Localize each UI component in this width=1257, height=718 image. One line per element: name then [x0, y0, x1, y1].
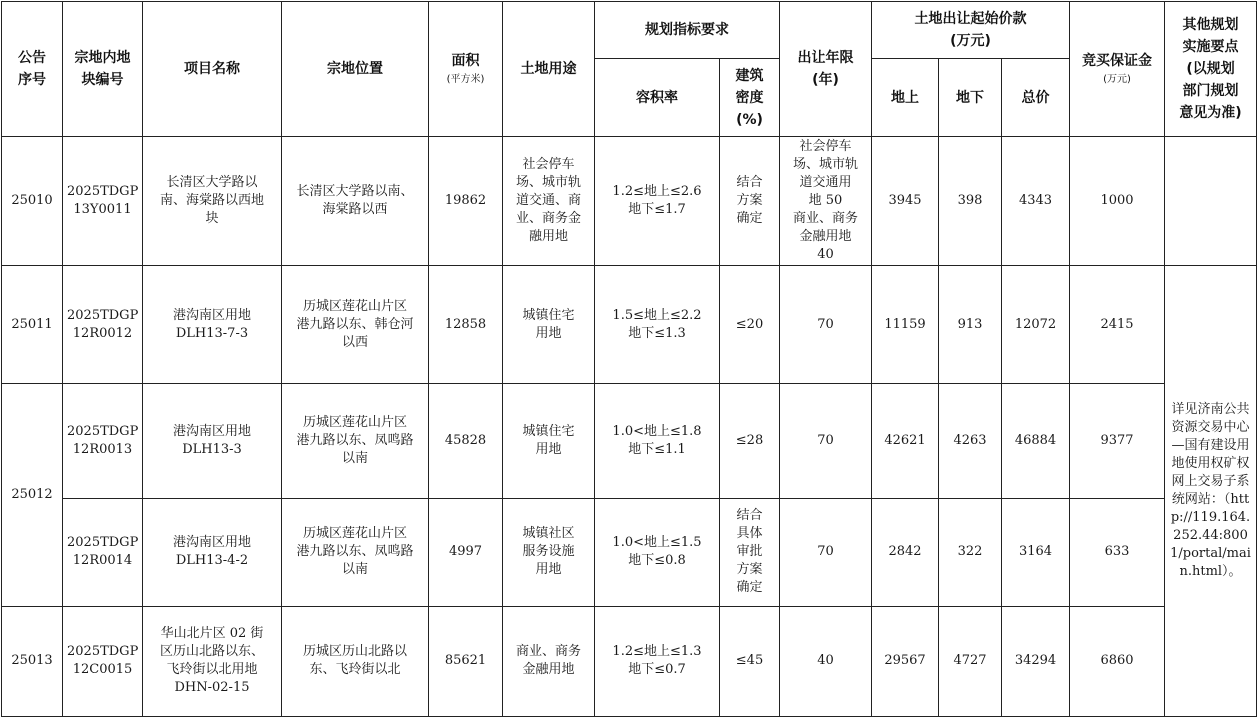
cell-block-no: 2025TDGP 12C0015	[63, 606, 143, 716]
land-transfer-table	[1, 1, 1257, 717]
header-deposit	[1070, 2, 1165, 137]
cell-block-no: 2025TDGP 12R0014	[63, 498, 143, 606]
cell-location: 历城区莲花山片区 港九路以东、凤鸣路 以南	[282, 498, 429, 606]
cell-density: ≤20	[720, 266, 780, 384]
header-below: 地下	[939, 59, 1002, 137]
cell-below: 4727	[939, 606, 1002, 716]
cell-far: 1.0<地上≤1.8 地下≤1.1	[595, 384, 720, 498]
other-requirements-note: 详见济南公共资源交易中心—国有建设用地使用权矿权网上交易子系统网站：（http://119.164.252.44:8001/portal/main.html）。	[1165, 266, 1257, 717]
table-row	[2, 384, 1257, 498]
header-area-unit: (平方米)	[446, 74, 485, 85]
cell-block-no: 2025TDGP 12R0012	[63, 266, 143, 384]
header-term: 出让年限 (年)	[780, 2, 872, 137]
cell-area: 45828	[429, 384, 503, 498]
cell-density: ≤28	[720, 384, 780, 498]
header-usage: 土地用途	[503, 2, 595, 137]
cell-density: 结合 具体 审批 方案 确定	[720, 498, 780, 606]
cell-above: 3945	[872, 137, 939, 266]
cell-seq: 25011	[2, 266, 63, 384]
cell-below: 4263	[939, 384, 1002, 498]
cell-project: 华山北片区 02 街 区历山北路以东、 飞玲街以北用地 DHN-02-15	[143, 606, 282, 716]
cell-below: 913	[939, 266, 1002, 384]
cell-deposit: 6860	[1070, 606, 1165, 716]
cell-far: 1.5≤地上≤2.2 地下≤1.3	[595, 266, 720, 384]
cell-total: 3164	[1002, 498, 1070, 606]
header-location: 宗地位置	[282, 2, 429, 137]
header-planning: 规划指标要求	[595, 2, 780, 59]
cell-total: 12072	[1002, 266, 1070, 384]
cell-term: 70	[780, 498, 872, 606]
cell-location: 历城区历山北路以 东、飞玲街以北	[282, 606, 429, 716]
cell-seq: 25012	[2, 384, 63, 606]
cell-seq: 25010	[2, 137, 63, 266]
cell-area: 85621	[429, 606, 503, 716]
header-block-no: 宗地内地 块编号	[63, 2, 143, 137]
cell-usage: 城镇住宅 用地	[503, 266, 595, 384]
header-price: 土地出让起始价款 (万元)	[872, 2, 1070, 59]
cell-deposit: 1000	[1070, 137, 1165, 266]
cell-far: 1.2≤地上≤1.3 地下≤0.7	[595, 606, 720, 716]
table-row	[2, 137, 1257, 266]
cell-term: 40	[780, 606, 872, 716]
cell-term: 社会停车 场、城市轨 道交通用 地 50 商业、商务 金融用地 40	[780, 137, 872, 266]
cell-deposit: 2415	[1070, 266, 1165, 384]
cell-location: 历城区莲花山片区 港九路以东、韩仓河 以西	[282, 266, 429, 384]
cell-far: 1.2≤地上≤2.6 地下≤1.7	[595, 137, 720, 266]
header-other: 其他规划 实施要点 (以规划 部门规划 意见为准)	[1165, 2, 1257, 137]
header-area-label: 面积	[451, 53, 480, 69]
cell-block-no: 2025TDGP 12R0013	[63, 384, 143, 498]
header-deposit-unit: (万元)	[1103, 74, 1131, 85]
cell-density: ≤45	[720, 606, 780, 716]
header-far: 容积率	[595, 59, 720, 137]
cell-usage: 社会停车 场、城市轨 道交通、商 业、商务金 融用地	[503, 137, 595, 266]
cell-seq: 25013	[2, 606, 63, 716]
cell-area: 4997	[429, 498, 503, 606]
cell-below: 398	[939, 137, 1002, 266]
table-row	[2, 498, 1257, 606]
cell-block-no: 2025TDGP 13Y0011	[63, 137, 143, 266]
cell-project: 港沟南区用地 DLH13-7-3	[143, 266, 282, 384]
cell-above: 29567	[872, 606, 939, 716]
cell-density: 结合 方案 确定	[720, 137, 780, 266]
table-row	[2, 266, 1257, 384]
header-density: 建筑 密度 (%)	[720, 59, 780, 137]
cell-term: 70	[780, 384, 872, 498]
cell-location: 长清区大学路以南、 海棠路以西	[282, 137, 429, 266]
header-seq: 公告 序号	[2, 2, 63, 137]
cell-deposit: 9377	[1070, 384, 1165, 498]
header-above: 地上	[872, 59, 939, 137]
header-deposit-label: 竞买保证金	[1082, 53, 1153, 69]
cell-location: 历城区莲花山片区 港九路以东、凤鸣路 以南	[282, 384, 429, 498]
cell-total: 4343	[1002, 137, 1070, 266]
cell-project: 港沟南区用地 DLH13-3	[143, 384, 282, 498]
cell-total: 34294	[1002, 606, 1070, 716]
cell-above: 2842	[872, 498, 939, 606]
cell-term: 70	[780, 266, 872, 384]
cell-area: 19862	[429, 137, 503, 266]
cell-above: 42621	[872, 384, 939, 498]
cell-project: 港沟南区用地 DLH13-4-2	[143, 498, 282, 606]
cell-project: 长清区大学路以 南、海棠路以西地 块	[143, 137, 282, 266]
cell-usage: 商业、商务 金融用地	[503, 606, 595, 716]
cell-below: 322	[939, 498, 1002, 606]
cell-usage: 城镇住宅 用地	[503, 384, 595, 498]
header-total: 总价	[1002, 59, 1070, 137]
cell-area: 12858	[429, 266, 503, 384]
cell-deposit: 633	[1070, 498, 1165, 606]
cell-other-blank	[1165, 137, 1257, 266]
table-row	[2, 606, 1257, 716]
cell-above: 11159	[872, 266, 939, 384]
cell-far: 1.0<地上≤1.5 地下≤0.8	[595, 498, 720, 606]
header-area	[429, 2, 503, 137]
cell-usage: 城镇社区 服务设施 用地	[503, 498, 595, 606]
cell-total: 46884	[1002, 384, 1070, 498]
header-project: 项目名称	[143, 2, 282, 137]
